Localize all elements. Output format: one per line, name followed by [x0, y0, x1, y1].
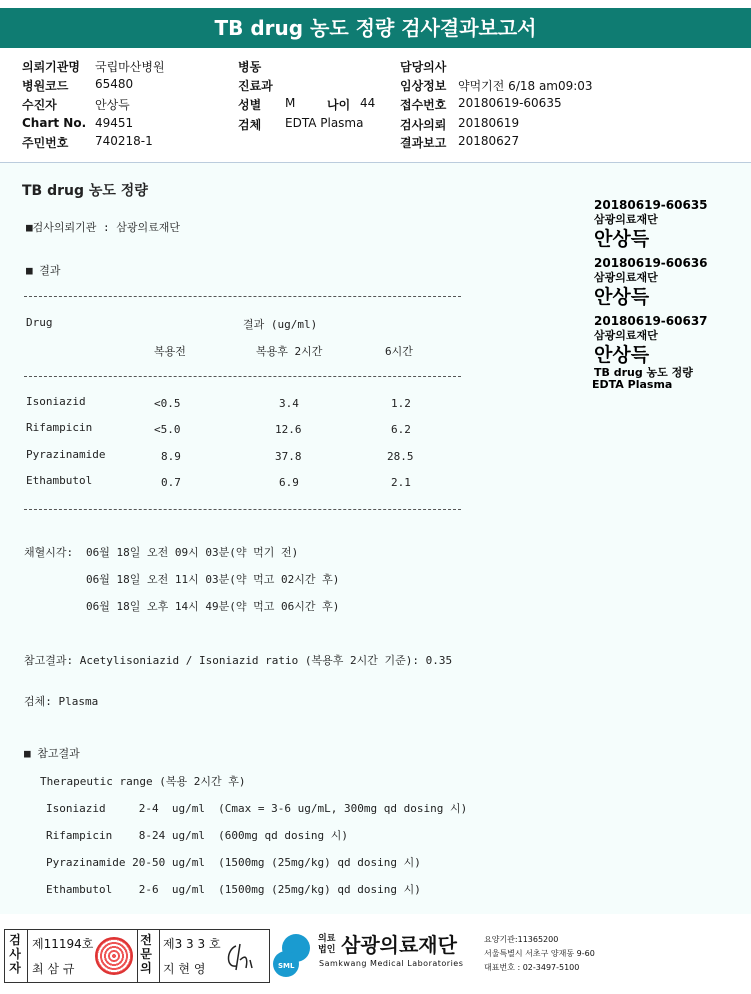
info-label: 수진자	[22, 98, 57, 112]
specialist-name: 지 현 영	[163, 962, 206, 976]
label-name: 안상득	[594, 228, 650, 250]
info-value: 44	[360, 96, 376, 110]
info-value: 약먹기전 6/18 am09:03	[458, 79, 593, 93]
logo-icon	[272, 930, 314, 980]
info-label: 접수번호	[400, 98, 447, 112]
seal-stamp	[95, 937, 133, 975]
drug-name: Rifampicin	[26, 421, 93, 434]
info-value: 20180619-60635	[458, 96, 562, 110]
result-header: ■ 결과	[26, 264, 61, 277]
info-label: 병동	[238, 60, 262, 74]
info-label: 담당의사	[400, 60, 447, 74]
examiner-label: 검사자	[9, 933, 21, 975]
drug-name: Pyrazinamide	[26, 448, 106, 461]
info-value: 안상득	[95, 98, 130, 112]
drug-name: Ethambutol	[26, 474, 93, 487]
info-label: 진료과	[238, 79, 273, 93]
sampling-time: 06월 18일 오전 09시 03분(약 먹기 전)	[86, 546, 299, 559]
report-heading: TB drug 농도 정량	[22, 183, 148, 199]
info-value: 65480	[95, 77, 134, 91]
label-specimen: EDTA Plasma	[592, 378, 673, 391]
value-2h: 3.4	[279, 397, 299, 410]
label-number: 20180619-60635	[594, 198, 708, 212]
value-pre: <5.0	[154, 423, 181, 436]
info-value: EDTA Plasma	[285, 116, 364, 130]
divider	[24, 296, 461, 297]
logo-text: SML	[278, 962, 295, 970]
info-label: 검사의뢰	[400, 118, 447, 132]
value-6h: 2.1	[391, 476, 411, 489]
col-result: 결과 (ug/ml)	[243, 318, 318, 331]
divider	[24, 509, 461, 510]
range-line: Ethambutol 2-6 ug/ml (1500mg (25mg/kg) qd dosing 시)	[46, 883, 421, 896]
org-english: Samkwang Medical Laboratories	[319, 959, 464, 968]
examiner-number: 제11194호	[32, 937, 94, 951]
therapeutic-range: Therapeutic range (복용 2시간 후)	[40, 775, 246, 788]
label-name: 안상득	[594, 344, 650, 366]
info-value: 740218-1	[95, 134, 153, 148]
lab-line: ■검사의뢰기관 : 삼광의료재단	[26, 221, 181, 234]
phone: 대표번호 : 02-3497-5100	[484, 963, 580, 972]
sampling-time: 06월 18일 오전 11시 03분(약 먹고 02시간 후)	[86, 573, 340, 586]
signature-icon	[222, 940, 262, 974]
info-value: 20180627	[458, 134, 520, 148]
col-6h: 6시간	[385, 345, 413, 358]
col-pre: 복용전	[154, 345, 186, 358]
specialist-number: 제3 3 3 호	[163, 937, 221, 951]
info-label: Chart No.	[22, 116, 87, 130]
range-line: Pyrazinamide 20-50 ug/ml (1500mg (25mg/kg) qd dosing 시)	[46, 856, 421, 869]
divider	[24, 376, 461, 377]
examiner-name: 최 삼 규	[32, 962, 75, 976]
info-label: 병원코드	[22, 79, 69, 93]
range-line: Rifampicin 8-24 ug/ml (600mg qd dosing 시)	[46, 829, 349, 842]
value-pre: <0.5	[154, 397, 181, 410]
info-label: 주민번호	[22, 136, 69, 150]
value-6h: 1.2	[391, 397, 411, 410]
info-label: 성별	[238, 98, 262, 112]
value-6h: 6.2	[391, 423, 411, 436]
corp-label: 의료법인	[318, 934, 336, 955]
label-name: 안상득	[594, 286, 650, 308]
info-value: 49451	[95, 116, 134, 130]
value-pre: 8.9	[161, 450, 181, 463]
drug-name: Isoniazid	[26, 395, 86, 408]
label-org: 삼광의료재단	[594, 329, 658, 342]
info-label: 결과보고	[400, 136, 447, 150]
value-2h: 6.9	[279, 476, 299, 489]
value-pre: 0.7	[161, 476, 181, 489]
address: 서울특별시 서초구 양재동 9-60	[484, 949, 595, 958]
label-test: TB drug 농도 정량	[594, 366, 693, 379]
report-title: TB drug 농도 정량 검사결과보고서	[0, 8, 751, 48]
reference-header: ■ 참고결과	[24, 747, 80, 760]
col-2h: 복용후 2시간	[256, 345, 323, 358]
specimen-line: 검체: Plasma	[24, 695, 99, 708]
value-2h: 37.8	[275, 450, 302, 463]
label-org: 삼광의료재단	[594, 271, 658, 284]
label-number: 20180619-60637	[594, 314, 708, 328]
info-value: 20180619	[458, 116, 520, 130]
value-2h: 12.6	[275, 423, 302, 436]
value-6h: 28.5	[387, 450, 414, 463]
org-name: 삼광의료재단	[341, 933, 457, 957]
label-number: 20180619-60636	[594, 256, 708, 270]
specialist-label: 전문의	[140, 933, 152, 975]
info-label: 검체	[238, 118, 262, 132]
sampling-label: 채혈시각:	[24, 546, 74, 559]
reference-result: 참고결과: Acetylisoniazid / Isoniazid ratio (복용후 2시간 기준): 0.35	[24, 654, 453, 667]
facility-code: 요양기관:11365200	[484, 935, 559, 944]
info-label: 의뢰기관명	[22, 60, 80, 74]
info-value: M	[285, 96, 296, 110]
label-org: 삼광의료재단	[594, 213, 658, 226]
info-label: 임상정보	[400, 79, 447, 93]
range-line: Isoniazid 2-4 ug/ml (Cmax = 3-6 ug/mL, 300mg qd dosing 시)	[46, 802, 468, 815]
info-value: 국립마산병원	[95, 60, 165, 74]
info-label: 나이	[327, 98, 351, 112]
sampling-time: 06월 18일 오후 14시 49분(약 먹고 06시간 후)	[86, 600, 340, 613]
col-drug: Drug	[26, 316, 53, 329]
